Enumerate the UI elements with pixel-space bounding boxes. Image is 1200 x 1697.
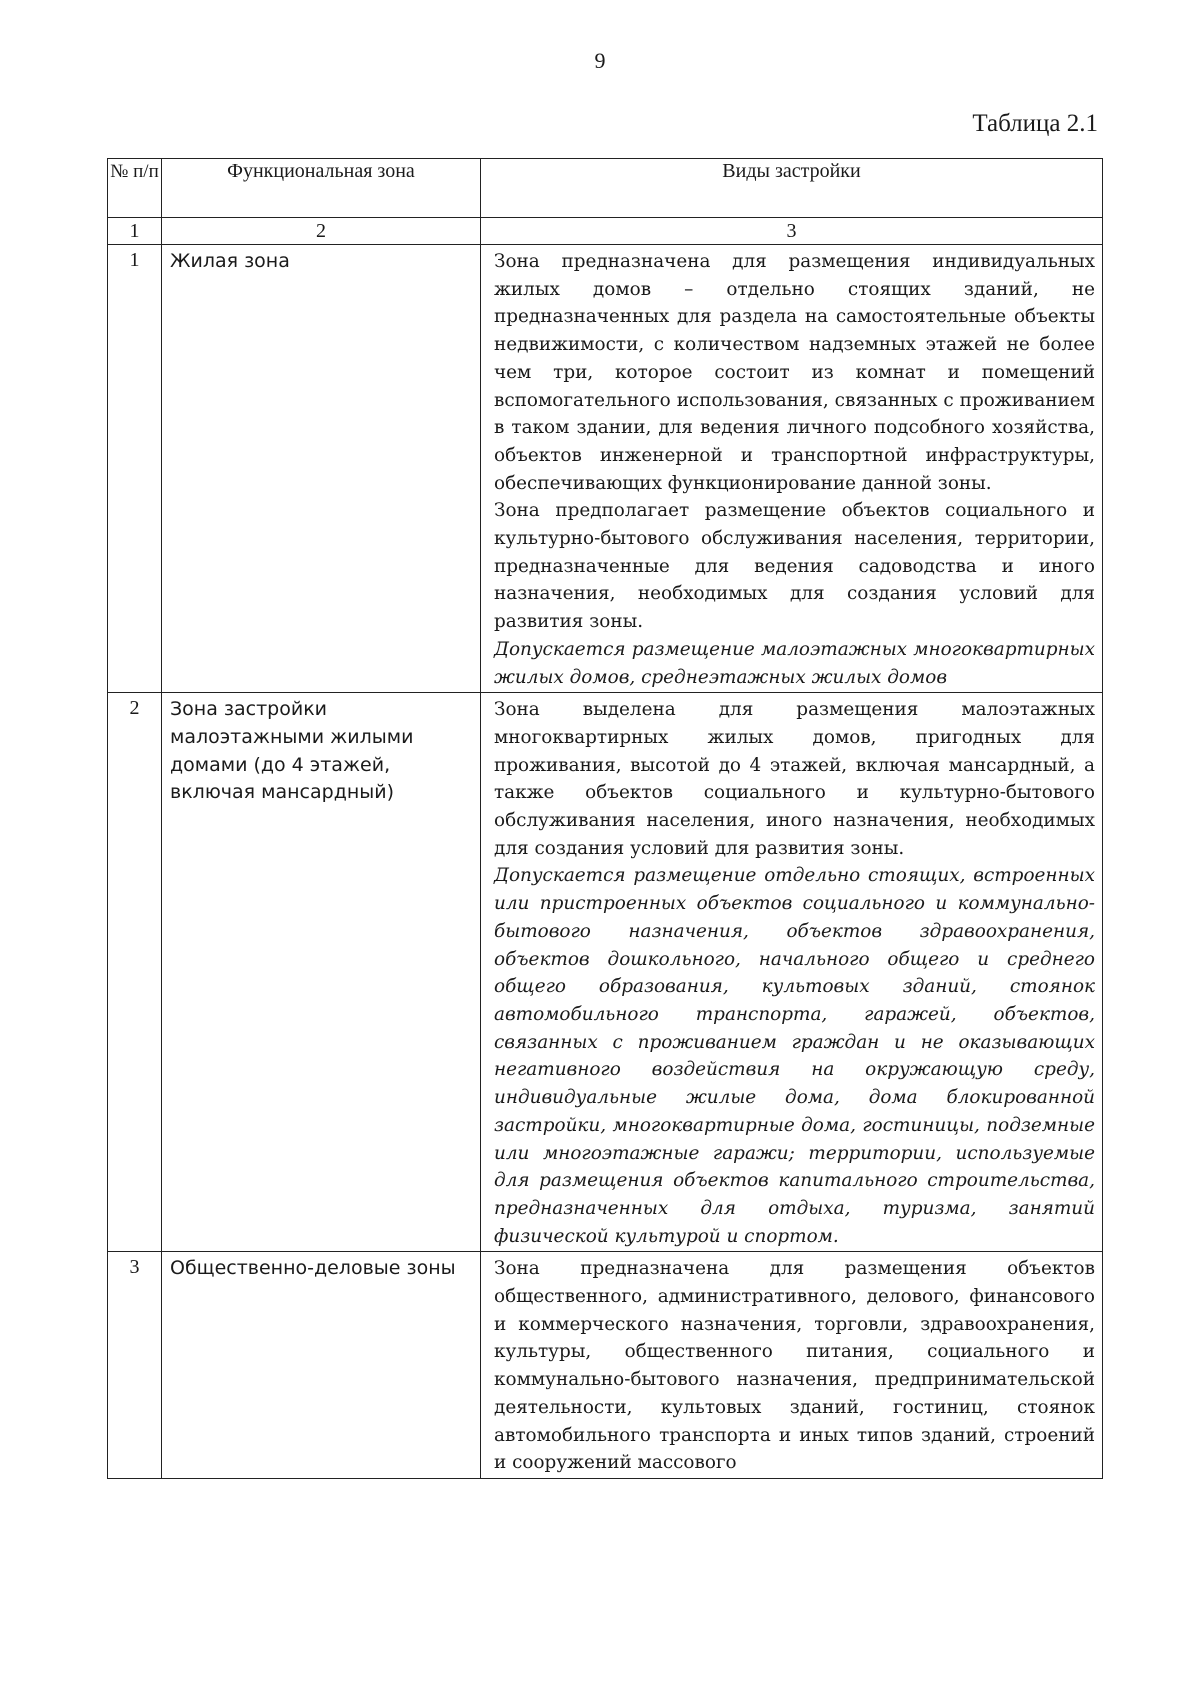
row-number: 1 bbox=[108, 245, 162, 693]
table-row bbox=[108, 693, 1103, 1252]
description-paragraph: Зона предполагает размещение объектов социального и культурно-бытового обслуживания населения, территории, предназначенные для ведения садоводства и иного назначения, необходимых для создания условий для развития зоны. bbox=[494, 500, 1095, 633]
table-row bbox=[108, 245, 1103, 693]
column-index: 2 bbox=[162, 218, 481, 245]
column-index-row bbox=[108, 218, 1103, 245]
column-index: 3 bbox=[481, 218, 1103, 245]
italic-note: Допускается размещение малоэтажных многоквартирных жилых домов, среднеэтажных жилых домов bbox=[494, 638, 1095, 688]
zone-name: Жилая зона bbox=[162, 245, 481, 693]
zone-description bbox=[481, 1252, 1103, 1479]
zone-name: Общественно-деловые зоны bbox=[162, 1252, 481, 1479]
header-num: № п/п bbox=[108, 159, 162, 218]
row-number: 3 bbox=[108, 1252, 162, 1479]
header-zone: Функциональная зона bbox=[162, 159, 481, 218]
table-caption: Таблица 2.1 bbox=[972, 110, 1098, 137]
description-paragraph: Зона предназначена для размещения индивидуальных жилых домов – отдельно стоящих зданий, не предназначенных для раздела на самостоятельные объекты недвижимости, с количеством надземных этажей не более чем три, которое состоит из комнат и помещений вспомогательного использования, связанных с проживанием в таком здании, для ведения личного подсобного хозяйства, объектов инженерной и транспортной инфраструктуры, обеспечивающих функционирование данной зоны. bbox=[494, 251, 1095, 494]
table-header-row bbox=[108, 159, 1103, 218]
row-number: 2 bbox=[108, 693, 162, 1252]
description-paragraph: Зона предназначена для размещения объектов общественного, административного, делового, финансового и коммерческого назначения, торговли, здравоохранения, культуры, общественного питания, социального и коммунально-бытового назначения, предпринимательской деятельности, культовых зданий, гостиниц, стоянок автомобильного транспорта и иных типов зданий, строений и сооружений массового bbox=[494, 1258, 1095, 1474]
zone-description bbox=[481, 245, 1103, 693]
header-types: Виды застройки bbox=[481, 159, 1103, 218]
italic-note: Допускается размещение отдельно стоящих, встроенных или пристроенных объектов социального и коммунально-бытового назначения, объектов здравоохранения, объектов дошкольного, начального общего и среднего общего образования, культовых зданий, стоянок автомобильного транспорта, гаражей, объектов, связанных с проживанием граждан и не оказывающих негативного воздействия на окружающую среду, индивидуальные жилые дома, дома блокированной застройки, многоквартирные дома, гостиницы, подземные или многоэтажные гаражи; территории, используемые для размещения объектов капитального строительства, предназначенных для отдыха, туризма, занятий физической культурой и спортом. bbox=[494, 865, 1095, 1247]
page-number: 9 bbox=[594, 48, 606, 73]
table-row bbox=[108, 1252, 1103, 1479]
description-paragraph: Зона выделена для размещения малоэтажных многоквартирных жилых домов, пригодных для проживания, высотой до 4 этажей, включая мансардный, а также объектов социального и культурно-бытового обслуживания населения, иного назначения, необходимых для создания условий для развития зоны. bbox=[494, 699, 1095, 859]
column-index: 1 bbox=[108, 218, 162, 245]
zone-name: Зона застройки малоэтажными жилыми домами (до 4 этажей, включая мансардный) bbox=[162, 693, 481, 1252]
zone-description bbox=[481, 693, 1103, 1252]
functional-zones-table bbox=[107, 158, 1103, 1479]
